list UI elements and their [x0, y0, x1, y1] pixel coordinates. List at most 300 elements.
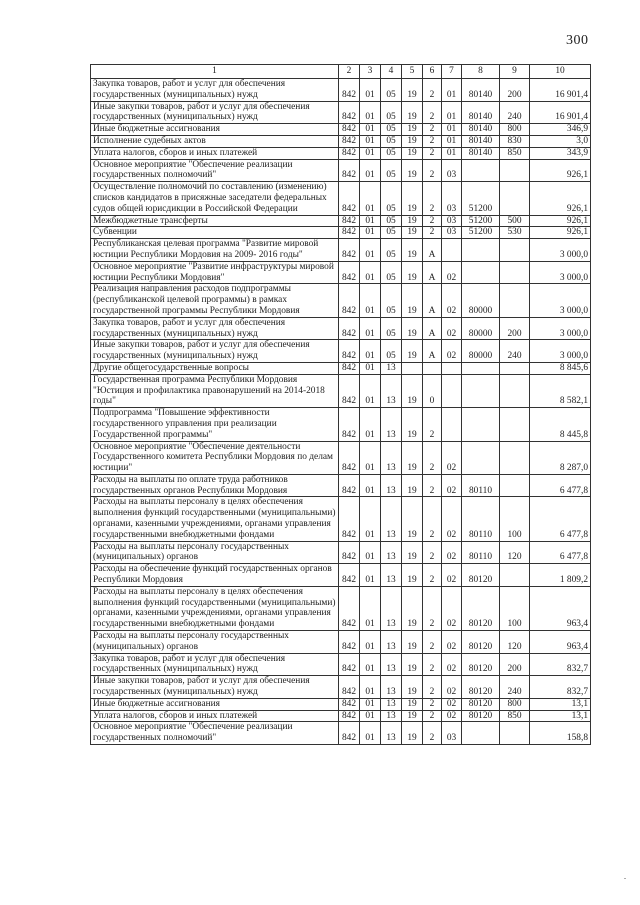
row-name: Закупка товаров, работ и услуг для обеспечения государственных (муниципальных) нужд: [91, 79, 339, 102]
row-code-cell: [462, 159, 500, 182]
row-code-cell: 0: [423, 374, 442, 407]
row-amount: 13,1: [530, 710, 591, 722]
row-name: Основное мероприятие "Обеспечение реализации государственных полномочий": [91, 722, 339, 745]
row-code-cell: 03: [442, 227, 462, 239]
row-code-cell: 19: [402, 676, 423, 699]
row-code-cell: 51200: [462, 215, 500, 227]
column-header-2: 2: [339, 65, 360, 79]
row-code-cell: 01: [360, 474, 381, 497]
table-row: [91, 586, 591, 630]
row-code-cell: 100: [500, 586, 530, 630]
row-code-cell: 19: [402, 261, 423, 284]
row-code-cell: 02: [442, 474, 462, 497]
row-code-cell: 2: [423, 101, 442, 124]
row-code-cell: [462, 722, 500, 745]
row-code-cell: 240: [500, 340, 530, 363]
row-code-cell: 842: [339, 586, 360, 630]
row-code-cell: 13: [381, 631, 402, 654]
row-name: Реализация направления расходов подпрограммы (республиканской целевой программы) в рамках государственной программы Республики Мордовия: [91, 284, 339, 317]
row-code-cell: [500, 722, 530, 745]
row-code-cell: 2: [423, 497, 442, 541]
row-code-cell: 200: [500, 317, 530, 340]
row-code-cell: 120: [500, 631, 530, 654]
table-row: [91, 182, 591, 215]
row-code-cell: 19: [402, 441, 423, 474]
row-amount: 1 809,2: [530, 564, 591, 587]
table-row: [91, 147, 591, 159]
row-code-cell: 13: [381, 710, 402, 722]
row-code-cell: [500, 564, 530, 587]
table-row: [91, 215, 591, 227]
row-code-cell: [462, 362, 500, 374]
row-code-cell: А: [423, 340, 442, 363]
row-amount: 13,1: [530, 698, 591, 710]
row-code-cell: 13: [381, 676, 402, 699]
row-amount: 8 445,8: [530, 408, 591, 441]
row-name: Расходы на выплаты персоналу в целях обеспечения выполнения функций государственными (муниципальными) органами, казенными учреждениями, органами управления государственными внебюджетными фондами: [91, 586, 339, 630]
row-code-cell: [462, 441, 500, 474]
row-name: Государственная программа Республики Мордовия "Юстиция и профилактика правонарушений на 2014-2018 годы": [91, 374, 339, 407]
row-code-cell: 2: [423, 124, 442, 136]
row-code-cell: [500, 159, 530, 182]
row-name: Иные закупки товаров, работ и услуг для обеспечения государственных (муниципальных) нужд: [91, 676, 339, 699]
row-code-cell: 01: [360, 497, 381, 541]
row-code-cell: 19: [402, 101, 423, 124]
row-code-cell: 19: [402, 135, 423, 147]
row-code-cell: 842: [339, 564, 360, 587]
row-code-cell: [500, 441, 530, 474]
row-code-cell: 02: [442, 676, 462, 699]
row-name: Расходы на обеспечение функций государственных органов Республики Мордовия: [91, 564, 339, 587]
row-name: Уплата налогов, сборов и иных платежей: [91, 710, 339, 722]
row-code-cell: 01: [360, 653, 381, 676]
row-code-cell: 842: [339, 215, 360, 227]
row-code-cell: 01: [360, 182, 381, 215]
row-code-cell: 240: [500, 101, 530, 124]
table-row: [91, 631, 591, 654]
table-row: [91, 227, 591, 239]
row-code-cell: 01: [360, 227, 381, 239]
row-amount: 346,9: [530, 124, 591, 136]
table-row: [91, 698, 591, 710]
row-code-cell: 2: [423, 474, 442, 497]
table-row: [91, 340, 591, 363]
row-code-cell: 01: [360, 159, 381, 182]
row-name: Иные закупки товаров, работ и услуг для обеспечения государственных (муниципальных) нужд: [91, 101, 339, 124]
row-code-cell: 19: [402, 215, 423, 227]
row-code-cell: 80140: [462, 147, 500, 159]
table-row: [91, 564, 591, 587]
row-code-cell: 240: [500, 676, 530, 699]
row-name: Межбюджетные трансферты: [91, 215, 339, 227]
row-code-cell: 80140: [462, 101, 500, 124]
table-row: [91, 474, 591, 497]
row-code-cell: 01: [360, 261, 381, 284]
row-code-cell: [500, 374, 530, 407]
row-code-cell: 842: [339, 541, 360, 564]
row-code-cell: 2: [423, 227, 442, 239]
row-code-cell: 842: [339, 227, 360, 239]
row-code-cell: А: [423, 317, 442, 340]
row-code-cell: 842: [339, 147, 360, 159]
row-name: Закупка товаров, работ и услуг для обеспечения государственных (муниципальных) нужд: [91, 317, 339, 340]
table-header-row: [91, 65, 591, 79]
column-header-3: 3: [360, 65, 381, 79]
row-code-cell: 01: [360, 441, 381, 474]
row-code-cell: 05: [381, 317, 402, 340]
row-code-cell: 842: [339, 101, 360, 124]
row-code-cell: 80120: [462, 710, 500, 722]
table-row: [91, 101, 591, 124]
row-code-cell: 02: [442, 710, 462, 722]
row-code-cell: 2: [423, 159, 442, 182]
row-code-cell: 05: [381, 101, 402, 124]
row-code-cell: 05: [381, 340, 402, 363]
row-code-cell: 842: [339, 653, 360, 676]
row-code-cell: 842: [339, 408, 360, 441]
table-row: [91, 124, 591, 136]
row-code-cell: [462, 374, 500, 407]
row-code-cell: 2: [423, 79, 442, 102]
column-header-5: 5: [402, 65, 423, 79]
row-code-cell: 842: [339, 676, 360, 699]
row-code-cell: 842: [339, 124, 360, 136]
row-code-cell: 842: [339, 722, 360, 745]
row-code-cell: 01: [442, 101, 462, 124]
row-amount: 926,1: [530, 215, 591, 227]
row-code-cell: 51200: [462, 182, 500, 215]
table-row: [91, 710, 591, 722]
row-code-cell: 13: [381, 497, 402, 541]
row-amount: 16 901,4: [530, 101, 591, 124]
row-code-cell: 01: [360, 631, 381, 654]
row-name: Основное мероприятие "Обеспечение деятельности Государственного комитета Республики Мордовия по делам юстиции": [91, 441, 339, 474]
row-code-cell: 80000: [462, 340, 500, 363]
row-code-cell: 01: [360, 135, 381, 147]
row-code-cell: 530: [500, 227, 530, 239]
row-code-cell: 01: [360, 374, 381, 407]
row-code-cell: 02: [442, 698, 462, 710]
row-code-cell: 01: [360, 317, 381, 340]
row-code-cell: 05: [381, 135, 402, 147]
row-code-cell: 2: [423, 135, 442, 147]
row-code-cell: 01: [442, 124, 462, 136]
row-code-cell: 01: [360, 147, 381, 159]
row-code-cell: 13: [381, 362, 402, 374]
row-code-cell: 800: [500, 698, 530, 710]
row-code-cell: 19: [402, 586, 423, 630]
table-row: [91, 284, 591, 317]
row-code-cell: 02: [442, 284, 462, 317]
row-code-cell: 19: [402, 722, 423, 745]
column-header-10: 10: [530, 65, 591, 79]
row-code-cell: [442, 239, 462, 262]
row-code-cell: 842: [339, 362, 360, 374]
row-code-cell: 2: [423, 722, 442, 745]
row-code-cell: [500, 362, 530, 374]
row-code-cell: 19: [402, 374, 423, 407]
page-number: 300: [566, 33, 589, 48]
row-name: Иные бюджетные ассигнования: [91, 124, 339, 136]
row-code-cell: 05: [381, 124, 402, 136]
row-code-cell: 80120: [462, 564, 500, 587]
row-code-cell: 842: [339, 135, 360, 147]
row-amount: 3 000,0: [530, 239, 591, 262]
row-code-cell: А: [423, 284, 442, 317]
row-amount: 832,7: [530, 653, 591, 676]
row-code-cell: 850: [500, 147, 530, 159]
row-code-cell: [462, 408, 500, 441]
table-row: [91, 79, 591, 102]
row-code-cell: 80000: [462, 284, 500, 317]
row-code-cell: 19: [402, 340, 423, 363]
table-row: [91, 497, 591, 541]
row-code-cell: 03: [442, 722, 462, 745]
row-amount: 3 000,0: [530, 284, 591, 317]
row-code-cell: 05: [381, 215, 402, 227]
row-amount: 6 477,8: [530, 541, 591, 564]
row-code-cell: 19: [402, 147, 423, 159]
row-code-cell: 19: [402, 653, 423, 676]
row-code-cell: 842: [339, 710, 360, 722]
row-code-cell: 13: [381, 698, 402, 710]
row-code-cell: [500, 408, 530, 441]
table-body: [91, 79, 591, 745]
row-name: Основное мероприятие "Обеспечение реализации государственных полномочий": [91, 159, 339, 182]
row-code-cell: 02: [442, 441, 462, 474]
row-code-cell: [442, 362, 462, 374]
row-name: Субвенции: [91, 227, 339, 239]
row-name: Исполнение судебных актов: [91, 135, 339, 147]
table-row: [91, 374, 591, 407]
row-amount: 963,4: [530, 586, 591, 630]
row-code-cell: 80120: [462, 586, 500, 630]
row-code-cell: 13: [381, 653, 402, 676]
row-amount: 8 582,1: [530, 374, 591, 407]
row-code-cell: [500, 182, 530, 215]
row-code-cell: 02: [442, 564, 462, 587]
table-row: [91, 722, 591, 745]
row-code-cell: 19: [402, 317, 423, 340]
row-amount: 3 000,0: [530, 317, 591, 340]
row-code-cell: 842: [339, 698, 360, 710]
row-code-cell: 2: [423, 698, 442, 710]
row-code-cell: 800: [500, 124, 530, 136]
row-amount: 343,9: [530, 147, 591, 159]
row-name: Уплата налогов, сборов и иных платежей: [91, 147, 339, 159]
table-row: [91, 159, 591, 182]
row-code-cell: 01: [442, 147, 462, 159]
table-row: [91, 653, 591, 676]
row-code-cell: 80120: [462, 631, 500, 654]
row-code-cell: 01: [360, 79, 381, 102]
row-code-cell: 01: [360, 239, 381, 262]
row-amount: 832,7: [530, 676, 591, 699]
row-amount: 158,8: [530, 722, 591, 745]
row-amount: 16 901,4: [530, 79, 591, 102]
row-code-cell: 01: [360, 101, 381, 124]
row-code-cell: 19: [402, 79, 423, 102]
row-code-cell: 01: [442, 135, 462, 147]
row-code-cell: 13: [381, 441, 402, 474]
row-code-cell: [442, 374, 462, 407]
row-code-cell: 01: [360, 698, 381, 710]
row-code-cell: 2: [423, 564, 442, 587]
row-code-cell: 2: [423, 676, 442, 699]
row-code-cell: 842: [339, 79, 360, 102]
row-code-cell: 02: [442, 497, 462, 541]
row-code-cell: 842: [339, 317, 360, 340]
row-code-cell: 19: [402, 710, 423, 722]
row-code-cell: 2: [423, 631, 442, 654]
row-amount: 3,0: [530, 135, 591, 147]
row-code-cell: 19: [402, 541, 423, 564]
column-header-4: 4: [381, 65, 402, 79]
row-code-cell: 01: [442, 79, 462, 102]
table-row: [91, 362, 591, 374]
table-row: [91, 239, 591, 262]
row-amount: 926,1: [530, 227, 591, 239]
row-code-cell: 05: [381, 227, 402, 239]
row-code-cell: 01: [360, 124, 381, 136]
row-code-cell: 19: [402, 182, 423, 215]
row-code-cell: [500, 261, 530, 284]
row-name: Другие общегосударственные вопросы: [91, 362, 339, 374]
row-code-cell: 51200: [462, 227, 500, 239]
corner-mark: .: [624, 872, 626, 881]
row-amount: 3 000,0: [530, 340, 591, 363]
table-row: [91, 408, 591, 441]
row-code-cell: 19: [402, 698, 423, 710]
row-code-cell: 200: [500, 79, 530, 102]
row-name: Расходы на выплаты персоналу в целях обеспечения выполнения функций государственными (муниципальными) органами, казенными учреждениями, органами управления государственными внебюджетными фондами: [91, 497, 339, 541]
row-code-cell: 03: [442, 159, 462, 182]
row-code-cell: 01: [360, 340, 381, 363]
row-code-cell: 842: [339, 441, 360, 474]
table-row: [91, 317, 591, 340]
row-code-cell: 830: [500, 135, 530, 147]
row-name: Республиканская целевая программа "Развитие мировой юстиции Республики Мордовия на 2009- 2016 годы": [91, 239, 339, 262]
row-code-cell: 05: [381, 79, 402, 102]
row-code-cell: [423, 362, 442, 374]
row-code-cell: 13: [381, 722, 402, 745]
row-code-cell: 01: [360, 676, 381, 699]
column-header-9: 9: [500, 65, 530, 79]
row-code-cell: 01: [360, 586, 381, 630]
row-code-cell: 842: [339, 374, 360, 407]
row-name: Расходы на выплаты по оплате труда работников государственных органов Республики Мордовия: [91, 474, 339, 497]
row-code-cell: 842: [339, 239, 360, 262]
row-code-cell: 842: [339, 182, 360, 215]
row-code-cell: 13: [381, 408, 402, 441]
row-code-cell: 19: [402, 239, 423, 262]
row-code-cell: 80120: [462, 653, 500, 676]
row-code-cell: 850: [500, 710, 530, 722]
row-code-cell: 05: [381, 239, 402, 262]
table-row: [91, 135, 591, 147]
table-row: [91, 541, 591, 564]
row-code-cell: [462, 261, 500, 284]
row-code-cell: 2: [423, 710, 442, 722]
row-code-cell: 13: [381, 541, 402, 564]
column-header-7: 7: [442, 65, 462, 79]
row-code-cell: 842: [339, 340, 360, 363]
row-code-cell: 19: [402, 631, 423, 654]
row-code-cell: [462, 239, 500, 262]
row-code-cell: 80000: [462, 317, 500, 340]
row-code-cell: 80120: [462, 698, 500, 710]
row-code-cell: 2: [423, 215, 442, 227]
table-row: [91, 261, 591, 284]
row-code-cell: [500, 284, 530, 317]
row-code-cell: 2: [423, 541, 442, 564]
budget-table: [90, 64, 591, 745]
row-code-cell: 02: [442, 586, 462, 630]
row-code-cell: 19: [402, 497, 423, 541]
row-code-cell: 05: [381, 182, 402, 215]
row-code-cell: 80110: [462, 497, 500, 541]
row-code-cell: 842: [339, 497, 360, 541]
row-code-cell: 842: [339, 474, 360, 497]
row-code-cell: 02: [442, 653, 462, 676]
row-name: Закупка товаров, работ и услуг для обеспечения государственных (муниципальных) нужд: [91, 653, 339, 676]
row-amount: 6 477,8: [530, 497, 591, 541]
row-code-cell: 500: [500, 215, 530, 227]
row-code-cell: 80140: [462, 79, 500, 102]
row-code-cell: 05: [381, 284, 402, 317]
row-code-cell: 19: [402, 124, 423, 136]
row-code-cell: 2: [423, 586, 442, 630]
row-code-cell: 03: [442, 182, 462, 215]
column-header-1: 1: [91, 65, 339, 79]
row-name: Иные бюджетные ассигнования: [91, 698, 339, 710]
row-amount: 8 287,0: [530, 441, 591, 474]
row-code-cell: 01: [360, 284, 381, 317]
row-code-cell: 80110: [462, 541, 500, 564]
row-code-cell: 02: [442, 317, 462, 340]
row-amount: 6 477,8: [530, 474, 591, 497]
row-code-cell: 01: [360, 710, 381, 722]
row-amount: 3 000,0: [530, 261, 591, 284]
row-code-cell: 02: [442, 631, 462, 654]
row-code-cell: 100: [500, 497, 530, 541]
row-code-cell: 05: [381, 147, 402, 159]
row-code-cell: 200: [500, 653, 530, 676]
row-code-cell: 2: [423, 653, 442, 676]
row-code-cell: 19: [402, 284, 423, 317]
row-code-cell: [500, 474, 530, 497]
row-code-cell: 19: [402, 408, 423, 441]
row-amount: 926,1: [530, 182, 591, 215]
row-code-cell: 01: [360, 564, 381, 587]
row-code-cell: 842: [339, 159, 360, 182]
row-code-cell: 05: [381, 261, 402, 284]
row-amount: 926,1: [530, 159, 591, 182]
row-code-cell: 01: [360, 541, 381, 564]
row-code-cell: 01: [360, 362, 381, 374]
row-code-cell: 80120: [462, 676, 500, 699]
table-row: [91, 676, 591, 699]
row-name: Расходы на выплаты персоналу государственных (муниципальных) органов: [91, 541, 339, 564]
row-code-cell: 01: [360, 408, 381, 441]
row-code-cell: [500, 239, 530, 262]
row-code-cell: 842: [339, 284, 360, 317]
row-code-cell: 01: [360, 215, 381, 227]
row-code-cell: 13: [381, 474, 402, 497]
row-name: Иные закупки товаров, работ и услуг для обеспечения государственных (муниципальных) нужд: [91, 340, 339, 363]
row-code-cell: 2: [423, 408, 442, 441]
row-code-cell: 05: [381, 159, 402, 182]
